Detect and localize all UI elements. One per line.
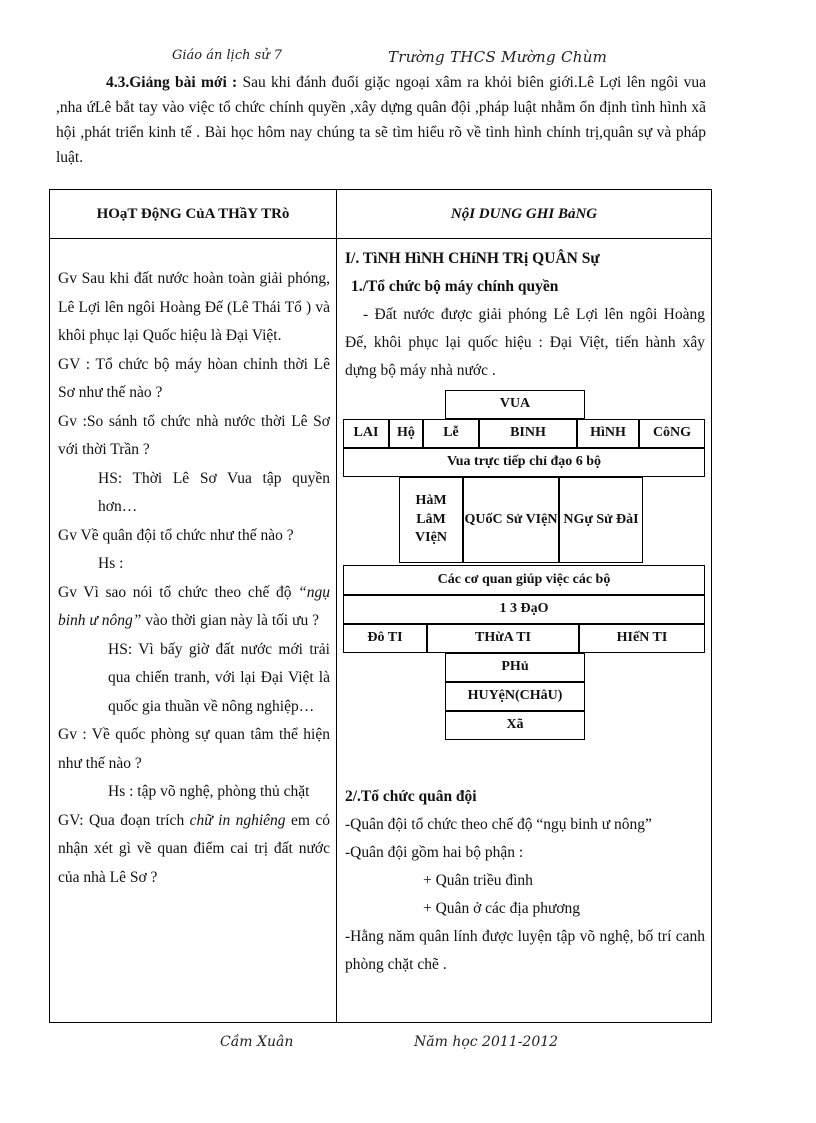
activity-line bbox=[58, 807, 330, 893]
activity-line: Hs : tập võ nghệ, phòng thủ chặt bbox=[108, 783, 310, 800]
section-1-text: - Đất nước được giải phóng Lê Lợi lên ngôi Hoàng Đế, khôi phục lại quốc hiệu : Đại Việt, tiến hành xây dựng bộ máy nhà nước . bbox=[345, 306, 705, 379]
footer-right: Năm học 2011-2012 bbox=[414, 1034, 559, 1050]
org-support-agencies: Các cơ quan giúp việc các bộ bbox=[343, 565, 705, 595]
activity-line: HS: Vì bấy giờ đất nước mới trải qua chiến tranh, với lại Đại Việt là quốc gia thuần về nông nghiệp… bbox=[108, 640, 330, 715]
activity-text: Gv Vì sao nói tổ chức theo chế độ bbox=[58, 583, 299, 601]
intro-text: Sau khi đánh đuổi giặc ngoại xâm ra khỏi biên giới.Lê Lợi lên ngôi vua ,nha ứLê bắt tay vào việc tổ chức chính quyền ,xây dựng quân đội ,pháp luật nhằm ổn định tình hình xã hội ,phát triển kinh tế . Bài học hôm nay chúng ta sẽ tìm hiểu rõ về tình hình chính trị,quân sự và pháp luật. bbox=[56, 74, 707, 166]
board-content bbox=[337, 239, 712, 1023]
activity-line: Gv Về quân đội tổ chức như thế nào ? bbox=[58, 526, 294, 544]
section-2-title: 2/.Tổ chức quân đội bbox=[345, 788, 477, 805]
activity-text: vào thời gian này là tối ưu ? bbox=[141, 612, 319, 629]
org-ministry: Hộ bbox=[389, 419, 423, 448]
intro-lead: 4.3.Giảng bài mới : bbox=[106, 74, 238, 91]
activity-line bbox=[58, 579, 330, 636]
org-ministry: LAI bbox=[343, 419, 389, 448]
org-ministry: CôNG bbox=[639, 419, 705, 448]
activity-line: Hs : bbox=[98, 555, 124, 572]
org-direct-command: Vua trực tiếp chỉ đạo 6 bộ bbox=[343, 448, 705, 477]
org-ti: Đô TI bbox=[343, 624, 427, 653]
org-ministry: HìNH bbox=[577, 419, 639, 448]
activity-text: GV: Qua đoạn trích bbox=[58, 811, 190, 829]
teacher-student-activities bbox=[50, 239, 337, 1023]
government-org-chart bbox=[343, 387, 705, 749]
org-xa: Xã bbox=[445, 711, 585, 740]
right-column-header: NộI DUNG GHI BảNG bbox=[337, 190, 712, 239]
activity-line: Gv :So sánh tổ chức nhà nước thời Lê Sơ với thời Trần ? bbox=[58, 412, 330, 458]
activity-line: HS: Thời Lê Sơ Vua tập quyền hơn… bbox=[98, 469, 330, 515]
footer-left: Cầm Xuân bbox=[220, 1034, 294, 1050]
left-column-header: HOạT ĐộNG CủA THầY TRò bbox=[50, 190, 337, 239]
army-line: -Hằng năm quân lính được luyện tập võ nghệ, bố trí canh phòng chặt chẽ . bbox=[345, 928, 705, 973]
org-huyen: HUYệN(CHâU) bbox=[445, 682, 585, 711]
org-academy: NGự Sử ĐàI bbox=[559, 477, 643, 563]
org-academy: QUốC Sử VIệN bbox=[463, 477, 559, 563]
org-king: VUA bbox=[445, 390, 585, 419]
army-line: + Quân triều đình bbox=[423, 872, 533, 889]
army-line: + Quân ở các địa phương bbox=[423, 900, 581, 917]
intro-paragraph bbox=[56, 70, 706, 170]
section-1-subtitle: 1./Tổ chức bộ máy chính quyền bbox=[351, 278, 559, 295]
header-right: Trường THCS Mường Chùm bbox=[388, 48, 608, 66]
org-ministry: BINH bbox=[479, 419, 577, 448]
army-line: -Quân đội tổ chức theo chế độ “ngụ binh ư nông” bbox=[345, 816, 652, 833]
activity-italic-text: “ngụ binh ư nông” bbox=[58, 583, 330, 629]
org-academy: HàM LâM VIệN bbox=[399, 477, 463, 563]
org-dao: 1 3 ĐạO bbox=[343, 595, 705, 624]
army-line: -Quân đội gồm hai bộ phận : bbox=[345, 844, 524, 861]
activities-body bbox=[50, 239, 336, 892]
org-ti: HIếN TI bbox=[579, 624, 705, 653]
activity-italic-text: chữ in nghiêng bbox=[189, 811, 286, 829]
section-2 bbox=[345, 783, 705, 979]
org-ministry: Lễ bbox=[423, 419, 479, 448]
activity-text: em có nhận xét gì về quan điểm cai trị đất nước của nhà Lê Sơ ? bbox=[58, 811, 330, 886]
board-body bbox=[337, 239, 711, 979]
activity-line: GV : Tổ chức bộ máy hòan chỉnh thời Lê Sơ như thế nào ? bbox=[58, 355, 330, 401]
org-phu: PHủ bbox=[445, 653, 585, 682]
activity-line: Gv : Về quốc phòng sự quan tâm thể hiện như thế nào ? bbox=[58, 726, 330, 772]
org-ti: THừA TI bbox=[427, 624, 579, 653]
header-left: Giáo án lịch sử 7 bbox=[172, 48, 283, 63]
lesson-table bbox=[49, 189, 712, 1023]
section-1-title: I/. TìNH HìNH CHíNH TRị QUÂN Sự bbox=[345, 250, 600, 267]
activity-line: Gv Sau khi đất nước hoàn toàn giải phóng, Lê Lợi lên ngôi Hoàng Đế (Lê Thái Tổ ) và khôi phục lại Quốc hiệu là Đại Việt. bbox=[58, 270, 330, 344]
